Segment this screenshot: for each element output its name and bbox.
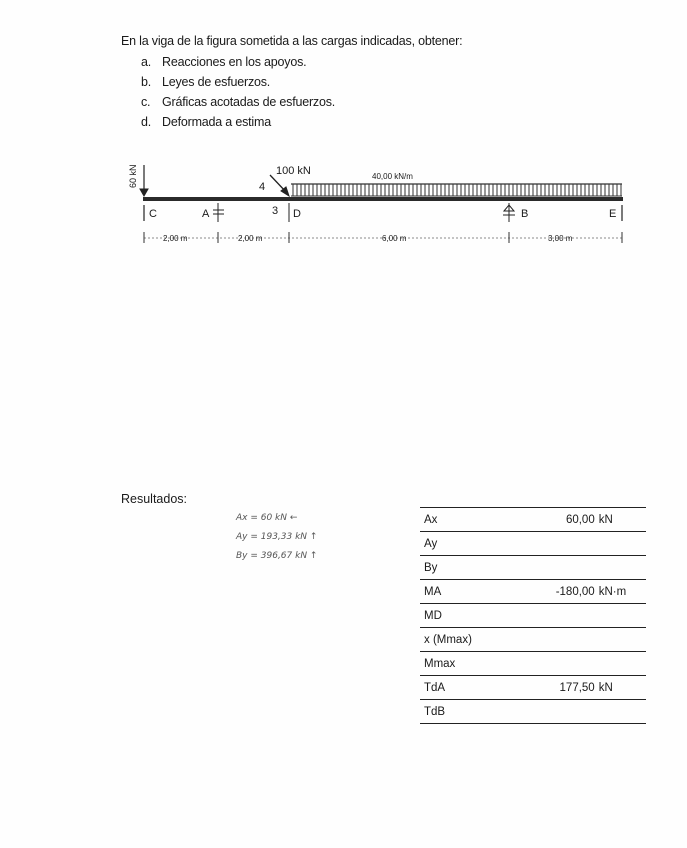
beam-diagram [0,0,687,260]
value-cell [493,700,595,724]
value-cell: 177,50 [493,676,595,700]
value-cell [493,556,595,580]
slope-4-label: 4 [259,181,266,193]
span-be-label: 3,00 m [548,234,573,243]
task-letter: b. [141,75,152,89]
beam [143,197,623,201]
value-cell [493,628,595,652]
unit-cell: kN [595,508,646,532]
table-row [420,532,646,556]
value-cell: 60,00 [493,508,595,532]
handwritten-line: Ay = 193,33 kN ↑ [236,532,318,542]
table-row [420,604,646,628]
point-load-c-arrow [140,165,148,196]
value-cell [493,652,595,676]
results-table [420,507,646,724]
task-text: Leyes de esfuerzos. [162,75,271,89]
point-a-label: A [202,208,210,220]
table-row [420,676,646,700]
support-a [213,203,224,222]
handwritten-line: By = 396,67 kN ↑ [236,551,318,561]
unit-cell [595,652,646,676]
support-b [503,203,515,222]
point-d-label: D [293,208,301,220]
symbol-cell: MA [420,580,493,604]
unit-cell [595,556,646,580]
symbol-cell: By [420,556,493,580]
symbol-cell: Mmax [420,652,493,676]
point-load-d-arrow [270,175,289,196]
task-letter: c. [141,95,151,109]
distributed-load-label: 40,00 kN/m [372,172,413,181]
table-row [420,580,646,604]
symbol-cell: x (Mmax) [420,628,493,652]
unit-cell [595,604,646,628]
value-cell [493,604,595,628]
table-row [420,700,646,724]
point-e-label: E [609,208,617,220]
span-ca-label: 2,00 m [163,234,188,243]
unit-cell: kN [595,676,646,700]
unit-cell [595,700,646,724]
table-row [420,556,646,580]
handwritten-notes [236,513,317,570]
handwritten-line: Ax = 60 kN ← [236,513,298,523]
value-cell: -180,00 [493,580,595,604]
point-c-label: C [149,208,157,220]
distributed-load [291,184,622,196]
task-text: Reacciones en los apoyos. [162,55,307,69]
table-row [420,652,646,676]
symbol-cell: Ax [420,508,493,532]
point-load-c-label: 60 kN [128,164,138,188]
point-b-label: B [521,208,529,220]
symbol-cell: MD [420,604,493,628]
point-load-d-label: 100 kN [276,165,311,177]
symbol-cell: Ay [420,532,493,556]
table-row [420,628,646,652]
problem-statement: En la viga de la figura sometida a las cargas indicadas, obtener: [121,34,463,48]
value-cell [493,532,595,556]
unit-cell [595,628,646,652]
task-letter: d. [141,115,152,129]
unit-cell [595,532,646,556]
results-heading: Resultados: [121,492,188,506]
symbol-cell: TdA [420,676,493,700]
span-ad-label: 2,00 m [238,234,263,243]
unit-cell: kN·m [595,580,646,604]
task-text: Deformada a estima [162,115,271,129]
task-text: Gráficas acotadas de esfuerzos. [162,95,336,109]
table-row [420,508,646,532]
task-letter: a. [141,55,152,69]
slope-3-label: 3 [272,205,279,217]
span-db-label: 6,00 m [382,234,407,243]
symbol-cell: TdB [420,700,493,724]
